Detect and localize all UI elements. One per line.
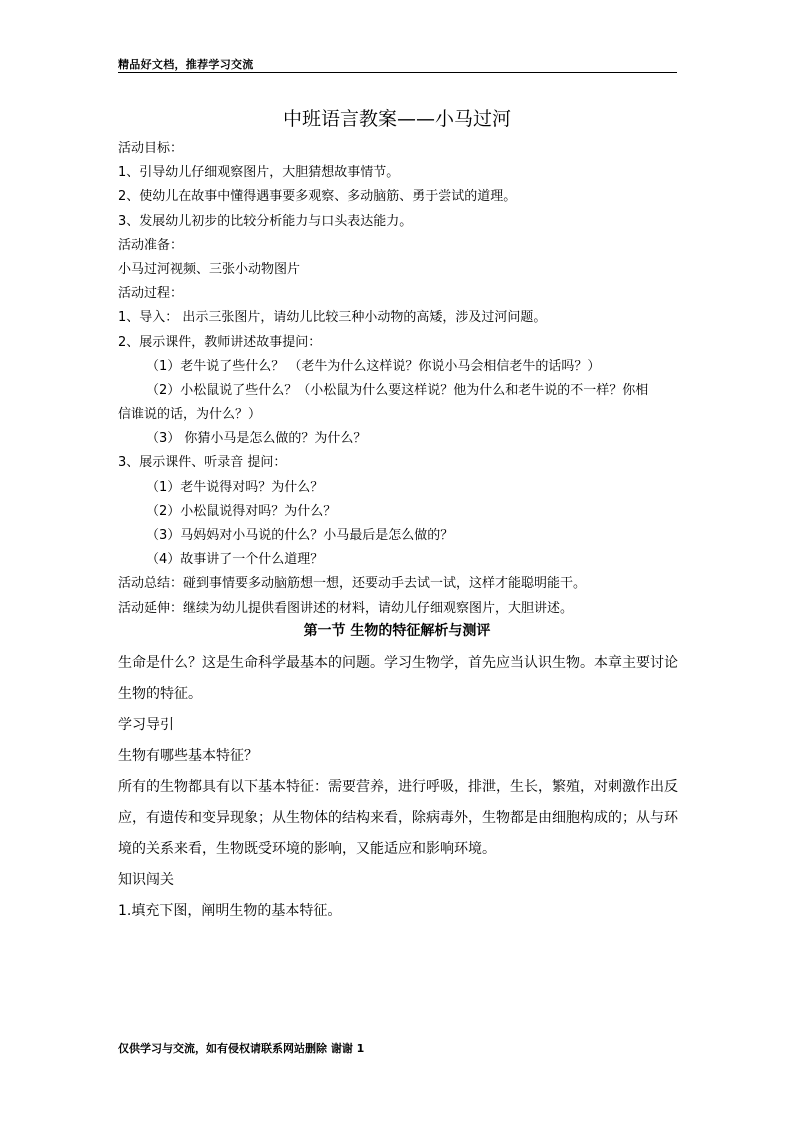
task-text: 1.填充下图，阐明生物的基本特征。 xyxy=(118,903,342,919)
knowledge-heading: 知识闯关 xyxy=(118,872,174,888)
section-body xyxy=(118,648,683,927)
answer-paragraph: 所有的生物都具有以下基本特征：需要营养，进行呼吸，排泄，生长，繁殖，对刺激作出反 xyxy=(118,779,678,795)
guide-heading: 学习导引 xyxy=(118,717,174,733)
goal-item: 1、引导幼儿仔细观察图片，大胆猜想故事情节。 xyxy=(118,165,400,181)
process-step: 2、展示课件，教师讲述故事提问： xyxy=(118,334,322,350)
process-question-cont: 信谁说的话，为什么？） xyxy=(118,407,262,423)
process-question: （2）小松鼠说得对吗？为什么？ xyxy=(146,503,337,519)
goal-item: 3、发展幼儿初步的比较分析能力与口头表达能力。 xyxy=(118,213,413,229)
goal-item: 2、使幼儿在故事中懂得遇事要多观察、多动脑筋、勇于尝试的道理。 xyxy=(118,189,517,205)
process-heading: 活动过程： xyxy=(118,286,184,302)
answer-paragraph: 应，有遗传和变异现象；从生物体的结构来看，除病毒外，生物都是由细胞构成的；从与环 xyxy=(118,810,678,826)
header-rule xyxy=(118,72,677,73)
summary-text: 活动总结：碰到事情要多动脑筋想一想，还要动手去试一试，这样才能聪明能干。 xyxy=(118,576,587,592)
intro-paragraph: 生命是什么？这是生命科学最基本的问题。学习生物学，首先应当认识生物。本章主要讨论 xyxy=(118,655,678,671)
process-question: （3）马妈妈对小马说的什么？小马最后是怎么做的？ xyxy=(146,528,454,543)
section-title: 第一节 生物的特征解析与测评 xyxy=(303,623,491,639)
process-question: （3） 你猜小马是怎么做的？为什么？ xyxy=(146,431,367,447)
answer-paragraph: 境的关系来看，生物既受环境的影响，又能适应和影响环境。 xyxy=(118,841,496,857)
lesson-body xyxy=(118,137,688,621)
prep-heading: 活动准备： xyxy=(118,237,184,253)
page-header: 精品好文档，推荐学习交流 xyxy=(118,58,254,71)
process-step: 1、导入： 出示三张图片，请幼儿比较三种小动物的高矮，涉及过河问题。 xyxy=(118,310,547,326)
process-question: （4）故事讲了一个什么道理？ xyxy=(146,552,324,568)
question-text: 生物有哪些基本特征？ xyxy=(118,748,258,764)
prep-text: 小马过河视频、三张小动物图片 xyxy=(118,261,301,277)
process-question: （1）老牛说了些什么？ （老牛为什么这样说？你说小马会相信老牛的话吗？） xyxy=(146,358,601,374)
lesson-title: 中班语言教案——小马过河 xyxy=(282,108,511,130)
extension-text: 活动延伸：继续为幼儿提供看图讲述的材料，请幼儿仔细观察图片，大胆讲述。 xyxy=(118,600,574,616)
page-footer: 仅供学习与交流，如有侵权请联系网站删除 谢谢 1 xyxy=(118,1042,365,1055)
goals-heading: 活动目标： xyxy=(118,141,184,156)
intro-paragraph: 生物的特征。 xyxy=(118,686,202,702)
process-question: （1）老牛说得对吗？为什么？ xyxy=(146,479,324,495)
process-step: 3、展示课件、听录音 提问： xyxy=(118,455,287,471)
process-question: （2）小松鼠说了些什么？（小松鼠为什么要这样说？他为什么和老牛说的不一样？你相 xyxy=(146,382,649,398)
